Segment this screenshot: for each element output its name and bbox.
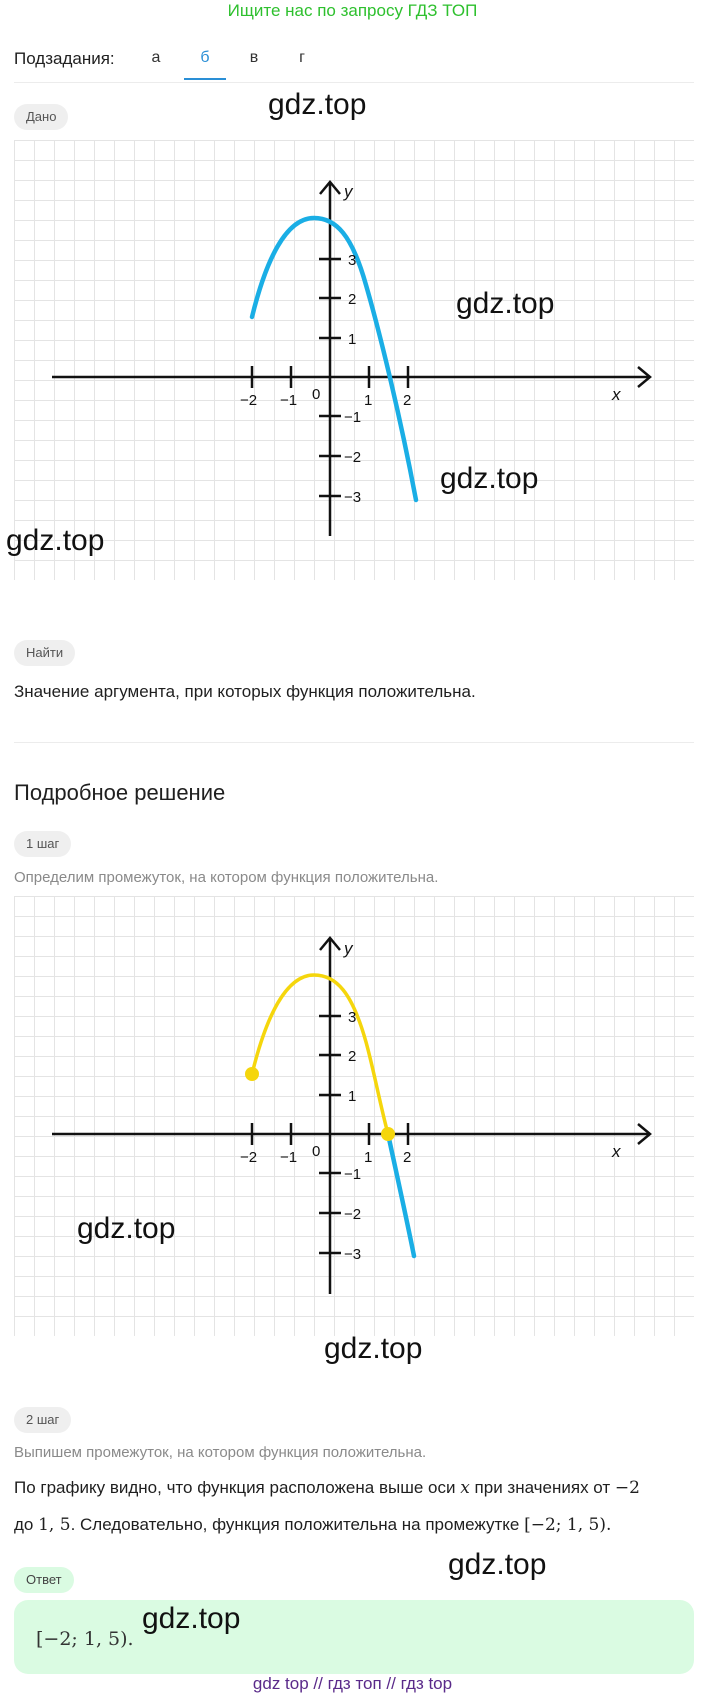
- watermark: gdz.top: [456, 287, 555, 320]
- section-divider: [14, 742, 694, 743]
- svg-text:−1: −1: [280, 392, 298, 409]
- step2-line-1: [14, 1478, 700, 1498]
- interval-to: 1, 5: [38, 1515, 71, 1535]
- subtasks-bar: [14, 47, 694, 83]
- tab-v[interactable]: в: [249, 49, 259, 66]
- step1-text: Определим промежуток, на котором функция положительна.: [14, 869, 439, 886]
- svg-text:−3: −3: [344, 1246, 362, 1263]
- find-badge: Найти: [14, 640, 75, 666]
- svg-text:−1: −1: [344, 1166, 362, 1183]
- svg-text:−1: −1: [280, 1149, 298, 1166]
- answer-value: [−2; 1, 5).: [36, 1628, 134, 1650]
- step2-line-2-mid: . Следовательно, функция положительна на промежутке: [70, 1515, 520, 1534]
- interval-result: [−2; 1, 5).: [524, 1515, 612, 1535]
- svg-text:2: 2: [348, 291, 357, 308]
- step2-line-1-end: при значениях от: [474, 1478, 611, 1497]
- svg-text:y: y: [344, 939, 353, 958]
- tab-b[interactable]: б: [200, 49, 210, 66]
- svg-text:1: 1: [348, 1088, 357, 1105]
- given-graph: [14, 140, 694, 580]
- tab-g[interactable]: г: [299, 49, 305, 66]
- interval-from: −2: [614, 1478, 640, 1498]
- tab-a[interactable]: а: [151, 49, 161, 66]
- svg-text:x: x: [612, 385, 621, 404]
- answer-badge: Ответ: [14, 1567, 74, 1593]
- search-banner: Ищите нас по запросу ГДЗ ТОП: [227, 1, 478, 20]
- watermark: gdz.top: [324, 1332, 423, 1365]
- svg-text:0: 0: [312, 386, 321, 403]
- step2-badge: 2 шаг: [14, 1407, 71, 1433]
- svg-text:−3: −3: [344, 489, 362, 506]
- watermark: gdz.top: [6, 524, 105, 557]
- svg-text:2: 2: [403, 392, 412, 409]
- var-x: x: [460, 1478, 470, 1498]
- step2-line-2: [14, 1515, 700, 1535]
- svg-text:3: 3: [348, 252, 357, 269]
- step2-caption: Выпишем промежуток, на котором функция положительна.: [14, 1444, 427, 1461]
- watermark: gdz.top: [448, 1548, 547, 1581]
- svg-text:y: y: [344, 182, 353, 201]
- answer-box: [14, 1600, 694, 1674]
- svg-text:0: 0: [312, 1143, 321, 1160]
- given-badge: Дано: [14, 104, 68, 130]
- find-text: Значение аргумента, при которых функция положительна.: [14, 682, 476, 701]
- svg-text:1: 1: [348, 331, 357, 348]
- svg-text:2: 2: [348, 1048, 357, 1065]
- subtasks-label: Подзадания:: [14, 49, 115, 68]
- step2-line-1-start: По графику видно, что функция расположена выше оси: [14, 1478, 456, 1497]
- footer-links[interactable]: gdz top // гдз топ // гдз top: [252, 1674, 453, 1693]
- svg-text:−2: −2: [240, 1149, 258, 1166]
- svg-text:x: x: [612, 1142, 621, 1161]
- svg-text:3: 3: [348, 1009, 357, 1026]
- active-tab-indicator: [184, 78, 226, 80]
- watermark: gdz.top: [268, 88, 367, 121]
- watermark: gdz.top: [77, 1212, 176, 1245]
- svg-text:2: 2: [403, 1149, 412, 1166]
- step1-badge: 1 шаг: [14, 831, 71, 857]
- solution-title: Подробное решение: [14, 780, 226, 805]
- svg-text:−1: −1: [344, 409, 362, 426]
- svg-text:1: 1: [364, 392, 373, 409]
- step2-line-2-start: до: [14, 1515, 34, 1534]
- svg-text:−2: −2: [344, 1206, 362, 1223]
- svg-text:−2: −2: [344, 449, 362, 466]
- solution-graph: [14, 896, 694, 1336]
- watermark: gdz.top: [440, 462, 539, 495]
- svg-text:1: 1: [364, 1149, 373, 1166]
- svg-text:−2: −2: [240, 392, 258, 409]
- watermark: gdz.top: [142, 1602, 241, 1635]
